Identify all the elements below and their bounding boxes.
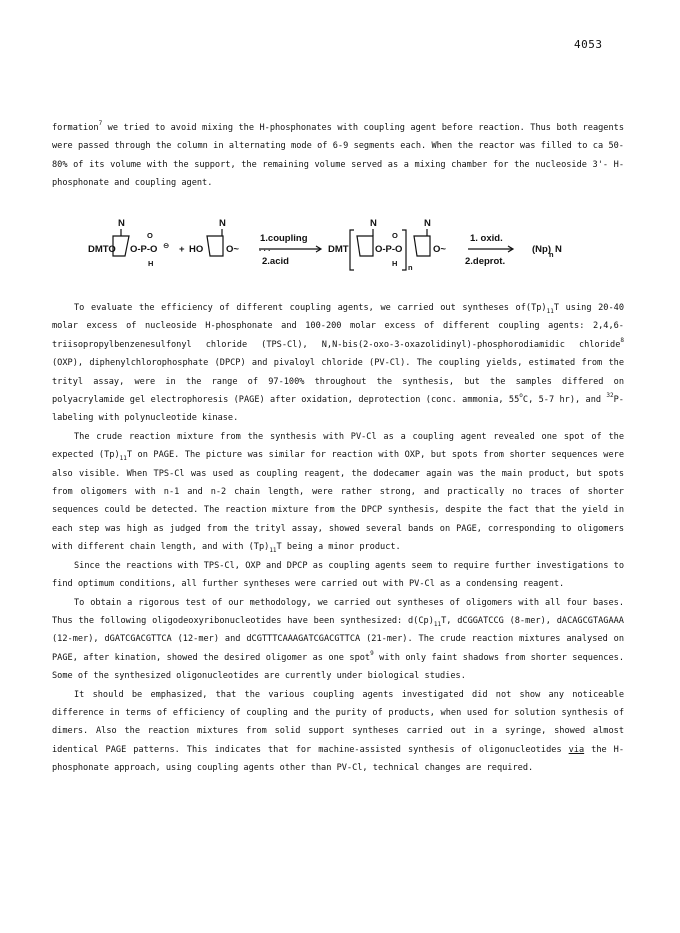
paragraph-3: [52, 428, 624, 557]
scheme-dmto: DMTO: [88, 244, 116, 255]
footnote-ref: 7: [98, 120, 103, 127]
isotope-superscript: 32: [606, 392, 614, 400]
subscript: 11: [269, 547, 277, 555]
paragraph-5: [52, 594, 624, 686]
scheme-base-n1: N: [118, 218, 125, 229]
text-span: T being a minor product.: [276, 542, 401, 553]
scheme-product: (Np): [532, 244, 551, 255]
text-span: It should be emphasized, that the various coupling agents investigated did not show any noticeable difference in terms of efficiency of coupling and the purity of products, when used for solution synthesis of dimers. Also the reaction mixtures from solid support syntheses carried out in a syringe, showed almost identical PAGE patterns. This indicates that for machine-assisted synthesis of oligonucleotides: [52, 689, 624, 755]
text-span: P-labeling with polynucleotide kinase.: [52, 395, 624, 424]
scheme-o-mid-top: O: [392, 231, 398, 240]
paragraph-2: [52, 299, 624, 428]
paragraph-4: [52, 557, 624, 594]
scheme-step-deprot: 2.deprot.: [465, 256, 506, 267]
text-span: (OXP), diphenylchlorophosphate (DPCP) and pivaloyl chloride (PV-Cl). The coupling yields, estimated from the trityl assay, were in the range of 97-100% throughout the synthesis, but the samples differed on polyacrylamide gel electrophoresis (PAGE) after oxidation, deprotection (conc. ammonia, 55: [52, 358, 624, 406]
scheme-base-n2: N: [219, 218, 226, 229]
paragraph-1: [52, 119, 624, 193]
scheme-minus: ⊖: [163, 241, 170, 250]
scheme-o-tail-2: O~: [433, 244, 446, 255]
scheme-phosphonate-mid: O-P-O: [375, 244, 403, 255]
scheme-step-coupling: 1.coupling: [260, 233, 308, 244]
scheme-plus: +: [179, 244, 185, 255]
scheme-dots: · · ·: [259, 246, 271, 255]
page-number: 4053: [574, 38, 603, 51]
paragraph-6: [52, 686, 624, 778]
scheme-o-tail: O~: [226, 244, 239, 255]
reaction-scheme: [52, 212, 624, 282]
text-span: T, dCGGATCCG (8-mer), dACAGCGTAGAAA (12-mer), dGATCGACGTTCA (12-mer) and dCGTTTCAAAGATCGACGTTCA (21-mer). The crude reaction mixtures analysed on PAGE, after kination, showed the desired oligomer as one spot: [52, 615, 624, 663]
scheme-sub-n: n: [408, 263, 413, 272]
text-span: T on PAGE. The picture was similar for reaction with OXP, but spots from shorter sequences were also visible. When TPS-Cl was used as coupling reagent, the dodecamer again was the main product, but spots from oligomers with n-1 and n-2 chain length, were rather strong, and practically no traces of shorter sequences could be detected. The reaction mixture from the DPCP synthesis, despite the fact that the yield in each step was high as judged from the trityl assay, showed several bands on PAGE, corresponding to oligomers with different chain length, and with (Tp): [52, 450, 624, 553]
text-span: the H-phosphonate approach, using coupling agents other than PV-Cl, technical changes are required.: [52, 744, 624, 774]
body-text: [52, 299, 624, 778]
scheme-phosphonate: O-P-O: [130, 244, 158, 255]
footnote-ref: 9: [370, 649, 374, 657]
scheme-h-n: H: [392, 259, 398, 268]
text-span: C, 5-7 hr), and: [522, 395, 607, 406]
subscript: 11: [433, 620, 442, 628]
scheme-o-top: O: [147, 231, 153, 240]
degree-superscript: o: [519, 392, 523, 400]
scheme-step-acid: 2.acid: [262, 256, 289, 267]
text-span: To evaluate the efficiency of different coupling agents, we carried out syntheses of(Tp): [74, 303, 547, 313]
paragraph-intro: [52, 119, 624, 193]
scheme-base-n4: N: [424, 218, 431, 229]
scheme-step-oxid: 1. oxid.: [470, 233, 503, 244]
scheme-product-end: N: [555, 244, 562, 255]
text-span: formation: [52, 123, 99, 133]
underlined-via: via: [568, 744, 585, 755]
scheme-product-sub: n: [549, 250, 554, 259]
scheme-h-bottom: H: [148, 259, 154, 268]
text-span: Since the reactions with TPS-Cl, OXP and DPCP as coupling agents seem to require further investigations to find optimum conditions, all further syntheses were carried out with PV-Cl as a condensing reagent.: [52, 560, 624, 590]
text-span: we tried to avoid mixing the H-phosphonates with coupling agent before reaction. Thus both reagents were passed through the column in alternating mode of 6-9 segments each. When the reactor was filled to ca 50-80% of its volume with the support, the remaining volume served as a mixing chamber for the nucleoside 3'- H-phosphonate and coupling agent.: [52, 123, 624, 189]
text-span: T using 20-40 molar excess of nucleoside H-phosphonate and 100-200 molar excess of different coupling agents: 2,4,6-triisopropylbenzenesulfonyl chloride (TPS-Cl), N,N-bis(2-oxo-3-oxazolidinyl)-phosphorodiamidic chloride: [52, 303, 624, 350]
scheme-ho: HO: [189, 244, 204, 255]
scheme-base-n3: N: [370, 218, 377, 229]
subscript: 11: [546, 308, 554, 315]
scheme-dmt: DMT: [328, 244, 349, 255]
footnote-ref: 8: [620, 336, 624, 344]
text-span: with only faint shadows from shorter sequences. Some of the synthesized oligonucleotides are currently under biological studies.: [52, 652, 624, 682]
text-span: The crude reaction mixture from the synthesis with PV-Cl as a coupling agent revealed one spot of the expected (Tp): [52, 431, 624, 461]
subscript: 11: [119, 455, 127, 463]
text-span: To obtain a rigorous test of our methodology, we carried out syntheses of oligomers with all four bases. Thus the following oligodeoxyribonucleotides have been synthesized: d(Cp): [52, 597, 624, 626]
reaction-scheme-svg: [52, 212, 624, 282]
